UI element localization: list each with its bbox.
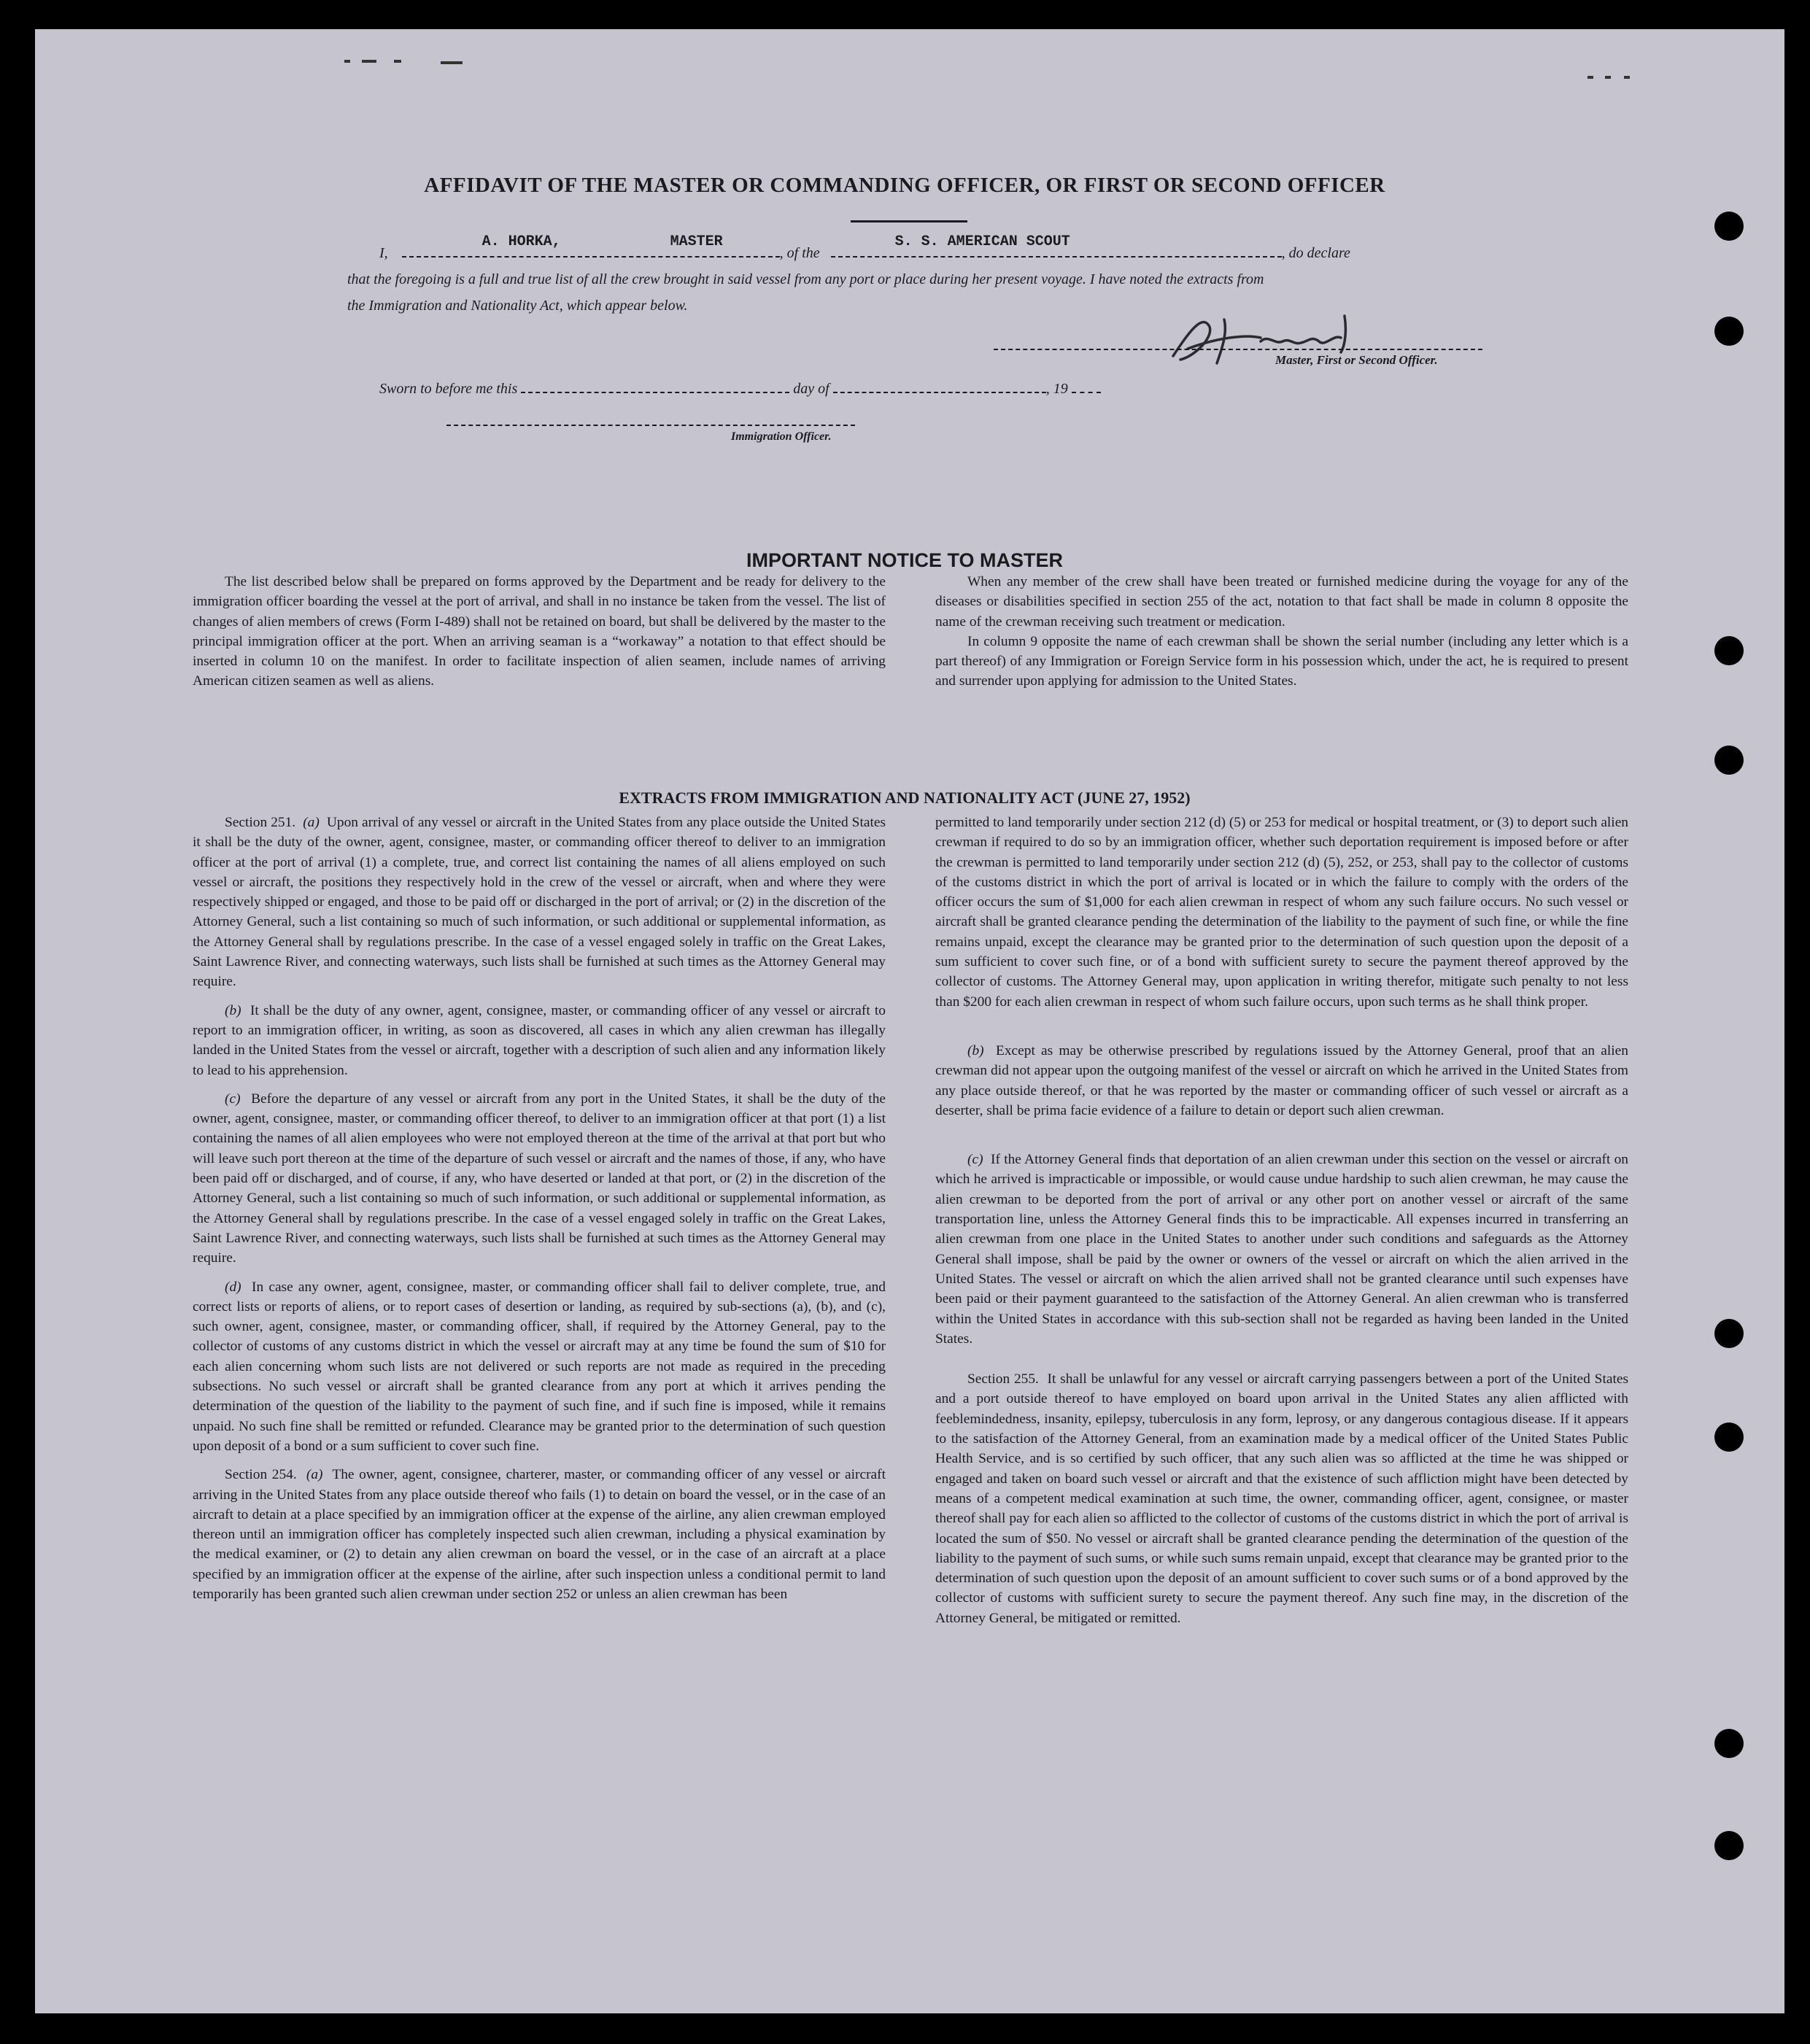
document-page (35, 29, 1784, 2013)
section-255-text: It shall be unlawful for any vessel or aircraft carrying passengers between a port of the United States and a port outside thereof to have employed on board upon arrival in the United States any alien afflicted with feeblemindedness, insanity, epilepsy, tuberculosis in any form, leprosy, or any dangerous contagious disease. If it appears to the satisfaction of the Attorney General, from an examination made by a medical officer of the United States Public Health Service, and is so certified by such officer, that any such alien was so afflicted at the time he was shipped or engaged and taken on board such vessel or aircraft and that the existence of such affliction might have been detected by means of a competent medical examination at such time, the owner, commanding officer, agent, consignee, or master thereof shall pay for each alien so afflicted to the collector of customs of the customs district in which the port of arrival is located the sum of $50. No vessel or aircraft shall be granted clearance pending the determination of the question of the liability to the payment of such sums, or while such sums remain unpaid, except that clearance may be granted prior to the determination of such question upon the deposit of an amount sufficient to cover such sums or of a bond approved by the collector of customs with sufficient surety to secure the payment thereof. Any such fine may, in the discretion of the Attorney General, be mitigated or remitted. (935, 1371, 1628, 1626)
section-251d (193, 1277, 886, 1457)
paper-speck (362, 60, 376, 63)
binder-hole (1714, 636, 1744, 665)
section-254a (193, 1465, 886, 1604)
section-254-heading: Section 254. (225, 1467, 297, 1483)
immigration-officer-signature-line[interactable] (446, 425, 855, 426)
i-label: I, (379, 245, 388, 261)
master-caption: Master, First or Second Officer. (1275, 353, 1438, 367)
declaration-text-1: that the foregoing is a full and true list of all the crew brought in said vessel from any port or place during her present voyage. I have noted the extracts from (347, 271, 1264, 287)
binder-hole (1714, 1729, 1744, 1758)
subsection-letter: (b) (967, 1042, 984, 1058)
day-of-label: day of (793, 381, 829, 397)
sworn-line (379, 375, 1101, 403)
section-254a-continued: permitted to land temporarily under section 212 (d) (5) or 253 for medical or hospital treatment, or (3) to deport such alien crewman if required to do so by an immigration officer, whether such deportation requirement is imposed before or after the crewman is permitted to land temporarily under section 212 (d) (5), 252, or 253, shall pay to the collector of customs of the customs district in which the port of arrival is located or in which the failure to comply with the orders of the officer occurs the sum of $1,000 for each alien crewman in respect of whom any such failure occurs. No such vessel or aircraft shall be granted clearance pending the determination of the liability to the payment of such fine, or while the fine remains unpaid, except the clearance may be granted prior to the determination of such question upon the deposit of a sum sufficient to cover such fine, or of a bond with sufficient surety to secure the payment thereof approved by the collector of customs. The Attorney General may, upon application in writing therefor, mitigate such penalty to not less than $200 for each alien crewman in respect of whom such failure occurs, upon such terms as he shall think proper. (935, 815, 1628, 1010)
notice-right-paragraph-2: In column 9 opposite the name of each crewman shall be shown the serial number (including any letter which is a part thereof) of any Immigration or Foreign Service form in his possession which, under the act, he is required to present and surrender upon applying for admission to the United States. (935, 633, 1628, 689)
master-name-value: A. HORKA, (481, 233, 561, 250)
affidavit-title: AFFIDAVIT OF THE MASTER OR COMMANDING OFFICER, OR FIRST OR SECOND OFFICER (424, 174, 1385, 197)
binder-hole (1714, 1831, 1744, 1860)
of-the-label: , of the (779, 245, 820, 261)
subsection-letter: (c) (967, 1152, 983, 1168)
subsection-letter: (c) (225, 1091, 241, 1107)
declaration-line (379, 233, 1350, 267)
master-signature-line[interactable] (994, 349, 1482, 350)
section-251a (193, 813, 886, 992)
notice-title: IMPORTANT NOTICE TO MASTER (746, 549, 1063, 571)
extracts-title: EXTRACTS FROM IMMIGRATION AND NATIONALITY ACT (JUNE 27, 1952) (619, 789, 1191, 807)
paper-speck (1605, 76, 1611, 79)
section-251d-text: In case any owner, agent, consignee, master, or commanding officer shall fail to deliver complete, true, and correct lists or reports of aliens, or to report cases of desertion or landing, as required by sub-sections (a), (b), and (c), such owner, agent, consignee, master, or commanding officer, shall, if required by the Attorney General, pay to the collector of customs of any customs district in which the vessel or aircraft may at any time be found the sum of $10 for each alien concerning whom such lists are not delivered or such reports are not made as required in the preceding subsections. No such vessel or aircraft shall be granted clearance from any port at which it arrives pending the determination of the question of the liability to the payment of such fine, and if such fine is imposed, while it remains unpaid. No such fine shall be remitted or refunded. Clearance may be granted prior to the determination of such question upon deposit of a bond or a sum sufficient to cover such fine. (193, 1279, 886, 1454)
vessel-name-field[interactable] (831, 233, 1282, 258)
binder-hole (1714, 317, 1744, 346)
sworn-year-field[interactable] (1072, 376, 1101, 393)
section-251b-text: It shall be the duty of any owner, agent, consignee, master, or commanding officer of any vessel or aircraft to report to an immigration officer, in writing, as soon as discovered, all cases in which any alien crewman has illegally landed in the United States from the vessel or aircraft, together with a description of such alien and any information likely to lead to his apprehension. (193, 1002, 886, 1078)
section-251a-text: Upon arrival of any vessel or aircraft in the United States from any place outside the United States it shall be the duty of the owner, agent, consignee, master, or commanding officer thereof to deliver to an immigration officer at the port of arrival (1) a complete, true, and correct list containing the names of all aliens employed on such vessel or aircraft, the positions they respectively hold in the crew of the vessel or aircraft, when and where they were respectively shipped or engaged, and those to be paid off or discharged in the port of arrival; or (2) in the discretion of the Attorney General, such a list containing so much of such information, or such additional or supplemental information, as the Attorney General shall by regulations prescribe. In the case of a vessel engaged solely in traffic on the Great Lakes, Saint Lawrence River, and connecting waterways, such lists shall be furnished at such times as the Attorney General may require. (193, 815, 886, 990)
section-254c (935, 1150, 1628, 1349)
notice-right-column (935, 572, 1628, 692)
paper-speck (394, 60, 401, 63)
binder-hole (1714, 1422, 1744, 1452)
sworn-label: Sworn to before me this (379, 381, 518, 397)
section-254a-text: The owner, agent, consignee, charterer, master, or commanding officer of any vessel or aircraft arriving in the United States from any place outside thereof who fails (1) to detain on board the vessel, or in the case of an aircraft to detain at a place specified by an immigration officer at the expense of the airline, any alien crewman employed thereon until an immigration officer has completely inspected such alien crewman, including a physical examination by the medical examiner, or (2) to detain any alien crewman on board the vessel, or in the case of an aircraft at a place specified by an immigration officer at the expense of the airline, after such inspection unless a conditional permit to land temporarily has been granted such alien crewman under section 252 or unless an alien crewman has been (193, 1467, 886, 1602)
do-declare-label: , do declare (1281, 245, 1350, 261)
sworn-month-field[interactable] (833, 376, 1046, 393)
vessel-name-value: S. S. AMERICAN SCOUT (894, 233, 1070, 250)
section-255 (935, 1369, 1628, 1628)
declaration-text-2: the Immigration and Nationality Act, which appear below. (347, 298, 688, 314)
binder-hole (1714, 212, 1744, 241)
extracts-left-column (193, 813, 886, 1604)
section-255-heading: Section 255. (967, 1371, 1039, 1387)
paper-speck (1587, 76, 1593, 79)
paper-speck (441, 61, 463, 64)
year-label: , 19 (1045, 381, 1068, 397)
subsection-letter: (a) (306, 1467, 323, 1483)
section-254b-text: Except as may be otherwise prescribed by regulations issued by the Attorney General, proof that an alien crewman did not appear upon the outgoing manifest of the vessel or aircraft on which he arrived in the United States from any place outside thereof, or that he was reported by the master or commanding officer of such vessel or aircraft as a deserter, shall be prima facie evidence of a failure to detain or deport such alien crewman. (935, 1042, 1628, 1118)
section-251c (193, 1089, 886, 1269)
section-251b (193, 1001, 886, 1080)
notice-right-paragraph-1: When any member of the crew shall have been treated or furnished medicine during the voyage for any of the diseases or disabilities specified in section 255 of the act, notation to that fact shall be made in column 8 opposite the name of the crewman receiving such treatment or medication. (935, 574, 1628, 630)
paper-speck (344, 60, 350, 63)
binder-hole (1714, 746, 1744, 775)
notice-left-column (193, 572, 886, 692)
subsection-letter: (d) (225, 1279, 241, 1295)
subsection-letter: (b) (225, 1002, 241, 1018)
paper-speck (1624, 76, 1630, 79)
binder-hole (1714, 1319, 1744, 1348)
notice-left-paragraph: The list described below shall be prepared on forms approved by the Department and be ready for delivery to the immigration officer boarding the vessel at the port of arrival, and shall in no instance be taken from the vessel. The list of changes of alien members of crews (Form I-489) shall not be retained on board, but shall be delivered by the master to the principal immigration officer at the port. When an arriving seaman is a “workaway” a notation to that effect should be inserted in column 10 on the manifest. In order to facilitate inspection of alien seamen, include names of arriving American citizen seamen as well as aliens. (193, 574, 886, 689)
title-divider (851, 220, 967, 222)
section-251c-text: Before the departure of any vessel or aircraft from any port in the United States, it shall be the duty of the owner, agent, consignee, master, or commanding officer thereof, to deliver to an immigration officer at that port (1) a list containing the names of all alien employees who were not employed thereon at the time of the arrival at that port but who will leave such port thereon at the time of the departure of such vessel or aircraft and the names of those, if any, who have been paid off or discharged, and of course, if any, who have deserted or landed at that port, or (2) in the discretion of the Attorney General, such a list containing so much of such information, or such additional or supplemental information, as the Attorney General shall by regulations prescribe. In the case of a vessel engaged solely in traffic on the Great Lakes, Saint Lawrence River, and connecting waterways, such lists shall be furnished at such times as the Attorney General may require. (193, 1091, 886, 1266)
section-254c-text: If the Attorney General finds that deportation of an alien crewman under this section on the vessel or aircraft on which he arrived is impracticable or impossible, or would cause undue hardship to such alien crewman, he may cause the alien crewman to be deported from the port of arrival or any other port on another vessel or aircraft of the same transportation line, unless the Attorney General finds this to be impracticable. All expenses incurred in transferring an alien crewman from one place in the United States to another under such conditions and safeguards as the Attorney General shall impose, shall be paid by the owner or owners of the vessel or aircraft on which the alien arrived in the United States. The vessel or aircraft on which the alien arrived shall not be granted clearance until such expenses have been paid or their payment guaranteed to the satisfaction of the Attorney General. An alien crewman who is transferred within the United States in accordance with this sub-section shall not be regarded as having been landed in the United States. (935, 1152, 1628, 1347)
extracts-right-column (935, 813, 1628, 1628)
subsection-letter: (a) (303, 815, 320, 830)
master-name-field[interactable] (402, 233, 780, 258)
section-254b (935, 1041, 1628, 1120)
section-251-heading: Section 251. (225, 815, 296, 830)
sworn-day-field[interactable] (521, 376, 789, 393)
officer-caption: Immigration Officer. (731, 430, 832, 443)
rank-value: MASTER (670, 233, 723, 250)
